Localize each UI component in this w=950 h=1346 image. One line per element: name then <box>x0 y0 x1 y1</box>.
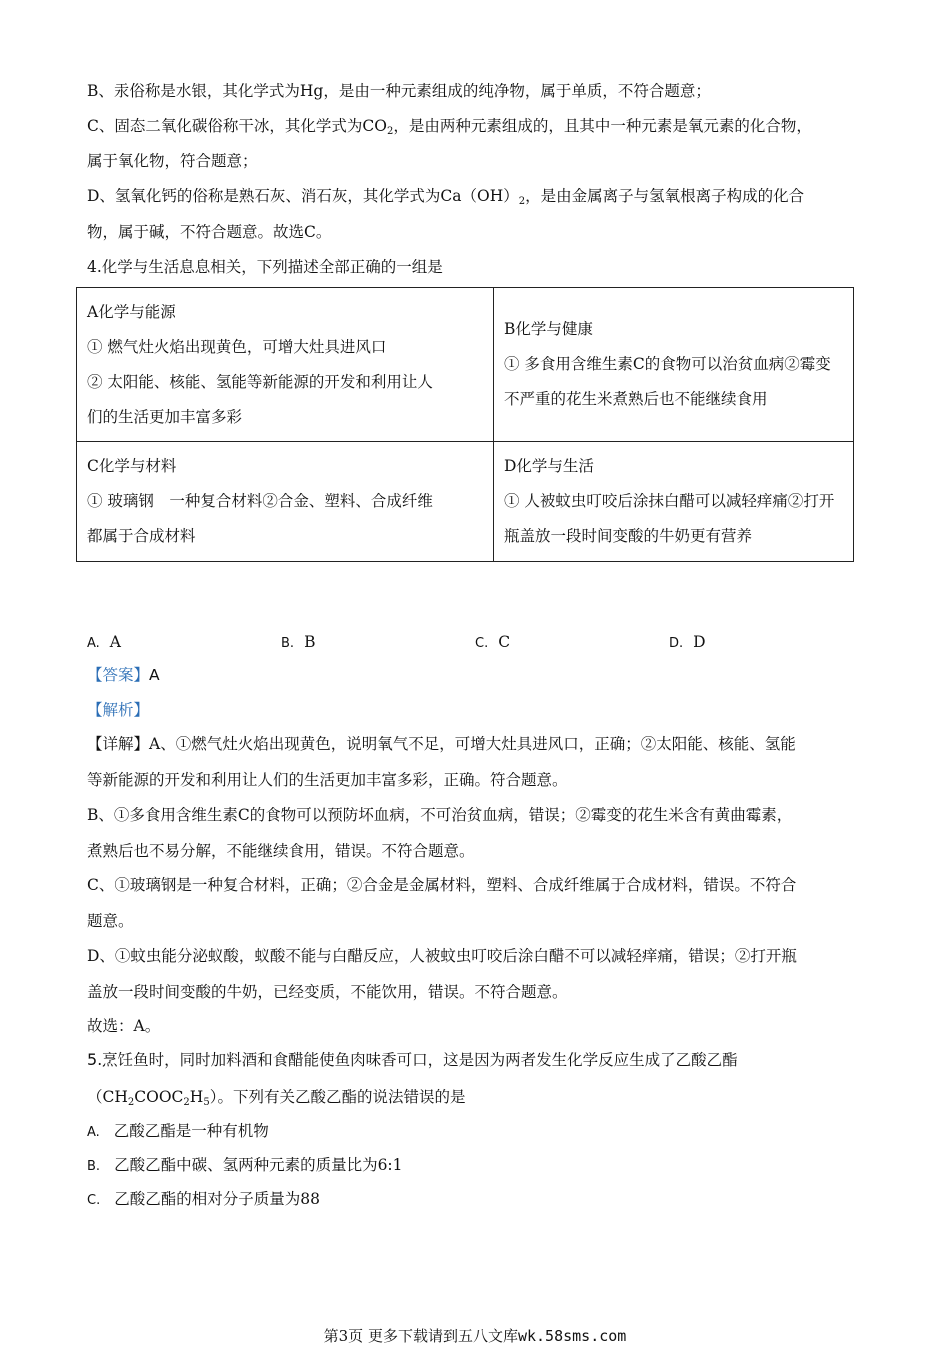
prev-explanation-b: B、汞俗称是水银，其化学式为Hg，是由一种元素组成的纯净物，属于单质，不符合题意； <box>87 82 711 100</box>
q5-option-a: A. 乙酸乙酯是一种有机物 <box>87 1122 269 1140</box>
prev-explanation-c-cont: 属于氧化物，符合题意； <box>87 152 258 170</box>
q4-detail-a: 【详解】A、①燃气灶火焰出现黄色，说明氧气不足，可增大灶具进风口，正确；②太阳能、核能、氢能 <box>87 735 796 753</box>
q5-stem-cont: $(CH_2COOC_2H_5)$。下列有关乙酸乙酯的说法错误的是 <box>87 1088 466 1108</box>
q4-conclusion: 故选：A。 <box>87 1017 161 1035</box>
q4-option-c: C. C <box>475 633 511 651</box>
q4-answer: 【答案】A <box>87 666 160 684</box>
q4-detail-d: D、①蚊虫能分泌蚁酸，蚁酸不能与白醋反应，人被蚊虫叮咬后涂白醋不可以减轻痒痛，错误；②打开瓶 <box>87 947 797 965</box>
q5-option-c: C. 乙酸乙酯的相对分子质量为88 <box>87 1190 320 1208</box>
q4-stem: 4.化学与生活息息相关，下列描述全部正确的一组是 <box>87 258 443 276</box>
q4-detail-c-cont: 题意。 <box>87 912 134 930</box>
cell-b: B化学与健康 ① 多食用含维生素C的食物可以治贫血病②霉变 不严重的花生米煮熟后也不能继续食用 <box>494 288 854 442</box>
q4-detail-a-cont: 等新能源的开发和利用让人们的生活更加丰富多彩，正确。符合题意。 <box>87 771 568 789</box>
cell-a: A化学与能源 ① 燃气灶火焰出现黄色，可增大灶具进风口 ② 太阳能、核能、氢能等新能源的开发和利用让人 们的生活更加丰富多彩 <box>77 288 494 442</box>
q4-analysis-tag: 【解析】 <box>87 701 150 719</box>
q4-option-a: A. A <box>87 633 121 651</box>
q4-detail-b-cont: 煮熟后也不易分解，不能继续食用，错误。不符合题意。 <box>87 842 475 860</box>
q4-option-b: B. B <box>281 633 316 651</box>
prev-explanation-d-cont: 物，属于碱，不符合题意。故选C。 <box>87 223 332 241</box>
page-footer: 第3页 更多下载请到五八文库wk.58sms.com <box>323 1327 627 1345</box>
footer-site-link[interactable]: wk.58sms.com <box>517 1327 627 1345</box>
q4-option-table <box>76 287 854 562</box>
q5-option-b: B. 乙酸乙酯中碳、氢两种元素的质量比为6:1 <box>87 1156 403 1174</box>
q5-stem: 5.烹饪鱼时，同时加料酒和食醋能使鱼肉味香可口，这是因为两者发生化学反应生成了乙酸乙酯 <box>87 1050 738 1069</box>
cell-d: D化学与生活 ① 人被蚊虫叮咬后涂抹白醋可以减轻痒痛②打开 瓶盖放一段时间变酸的牛奶更有营养 <box>494 442 854 562</box>
cell-c: C化学与材料 ① 玻璃钢 一种复合材料②合金、塑料、合成纤维 都属于合成材料 <box>77 442 494 562</box>
prev-explanation-d: D、氢氧化钙的俗称是熟石灰、消石灰，其化学式为$Ca(OH)_2$，是由金属离子与氢氧根离子构成的化合 <box>87 187 805 207</box>
q4-detail-c: C、①玻璃钢是一种复合材料，正确；②合金是金属材料，塑料、合成纤维属于合成材料，错误。不符合 <box>87 876 797 894</box>
q4-detail-b: B、①多食用含维生素C的食物可以预防坏血病，不可治贫血病，错误；②霉变的花生米含有黄曲霉素， <box>87 806 793 824</box>
q4-option-d: D. D <box>669 633 706 651</box>
prev-explanation-c: C、固态二氧化碳俗称干冰，其化学式为$CO_2$，是由两种元素组成的，且其中一种元素是氧元素的化合物， <box>87 117 812 137</box>
q4-detail-d-cont: 盖放一段时间变酸的牛奶，已经变质，不能饮用，错误。不符合题意。 <box>87 983 568 1001</box>
